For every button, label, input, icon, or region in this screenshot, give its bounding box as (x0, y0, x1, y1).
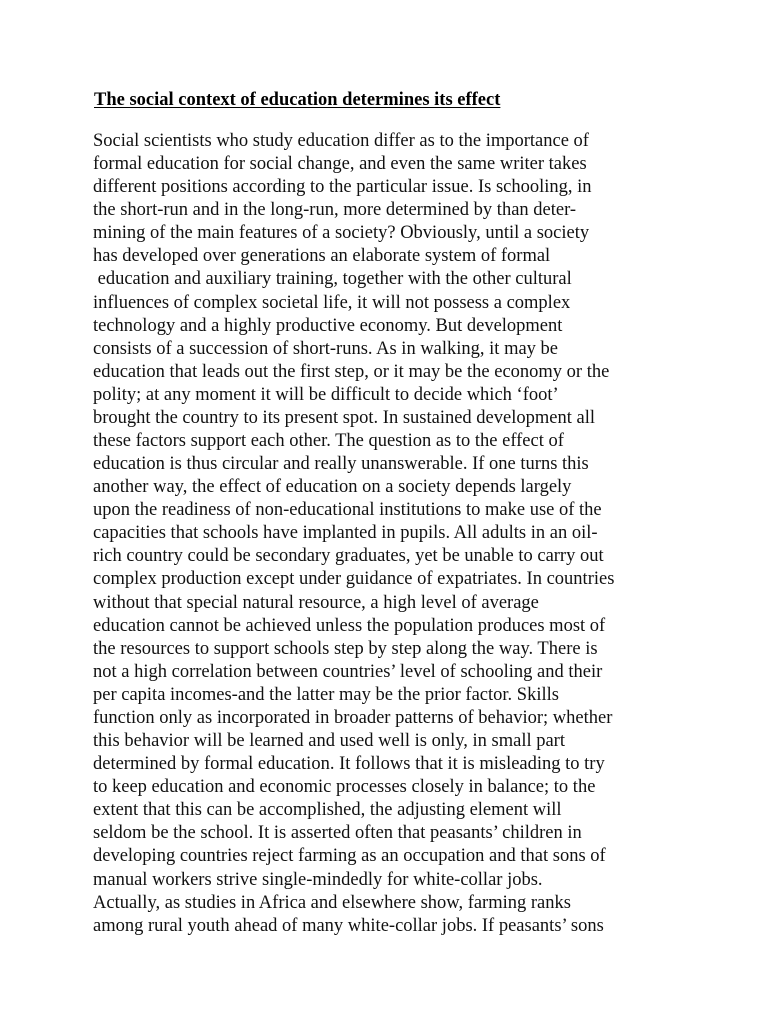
text-line: brought the country to its present spot. In sustained development all (93, 407, 595, 428)
text-line: education is thus circular and really unanswerable. If one turns this (93, 454, 589, 475)
text-line: seldom be the school. It is asserted often that peasants’ children in (93, 823, 582, 844)
text-line: education and auxiliary training, together with the other cultural (93, 269, 572, 290)
text-line: polity; at any moment it will be difficult to decide which ‘foot’ (93, 384, 559, 405)
text-line: different positions according to the particular issue. Is schooling, in (93, 177, 592, 198)
text-line: education cannot be achieved unless the population produces most of (93, 615, 606, 636)
text-line: has developed over generations an elaborate system of formal (93, 246, 551, 267)
text-line: upon the readiness of non-educational institutions to make use of the (93, 500, 602, 521)
text-line: another way, the effect of education on a society depends largely (93, 477, 572, 498)
text-line: mining of the main features of a society? Obviously, until a society (93, 223, 590, 244)
text-line: without that special natural resource, a high level of average (93, 592, 539, 613)
body-paragraph (93, 130, 693, 938)
text-line: determined by formal education. It follows that it is misleading to try (93, 754, 605, 775)
text-line: the resources to support schools step by step along the way. There is (93, 638, 598, 659)
text-line: capacities that schools have implanted in pupils. All adults in an oil- (93, 523, 598, 544)
text-line: the short-run and in the long-run, more determined by than deter- (93, 200, 577, 221)
text-line: Actually, as studies in Africa and elsewhere show, farming ranks (93, 892, 571, 913)
text-line: Social scientists who study education differ as to the importance of (93, 131, 589, 151)
text-line: per capita incomes-and the latter may be the prior factor. Skills (93, 684, 559, 705)
text-line: this behavior will be learned and used well is only, in small part (93, 731, 565, 752)
text-line: among rural youth ahead of many white-collar jobs. If peasants’ sons (93, 915, 604, 936)
document-title: The social context of education determines its effect (94, 90, 501, 110)
text-line: rich country could be secondary graduates, yet be unable to carry out (93, 546, 604, 567)
text-line: consists of a succession of short-runs. As in walking, it may be (93, 338, 559, 359)
text-line: not a high correlation between countries’ level of schooling and their (93, 661, 603, 682)
text-line: complex production except under guidance of expatriates. In countries (93, 569, 615, 590)
text-line: these factors support each other. The question as to the effect of (93, 431, 564, 452)
text-line: extent that this can be accomplished, the adjusting element will (93, 800, 562, 821)
text-line: technology and a highly productive economy. But development (93, 315, 563, 336)
text-line: developing countries reject farming as an occupation and that sons of (93, 846, 606, 867)
text-line: to keep education and economic processes closely in balance; to the (93, 777, 596, 798)
text-line: manual workers strive single-mindedly for white-collar jobs. (93, 869, 543, 890)
text-line: education that leads out the first step, or it may be the economy or the (93, 361, 610, 382)
text-line: influences of complex societal life, it will not possess a complex (93, 292, 571, 313)
text-line: function only as incorporated in broader patterns of behavior; whether (93, 707, 613, 728)
text-line: formal education for social change, and even the same writer takes (93, 154, 587, 175)
